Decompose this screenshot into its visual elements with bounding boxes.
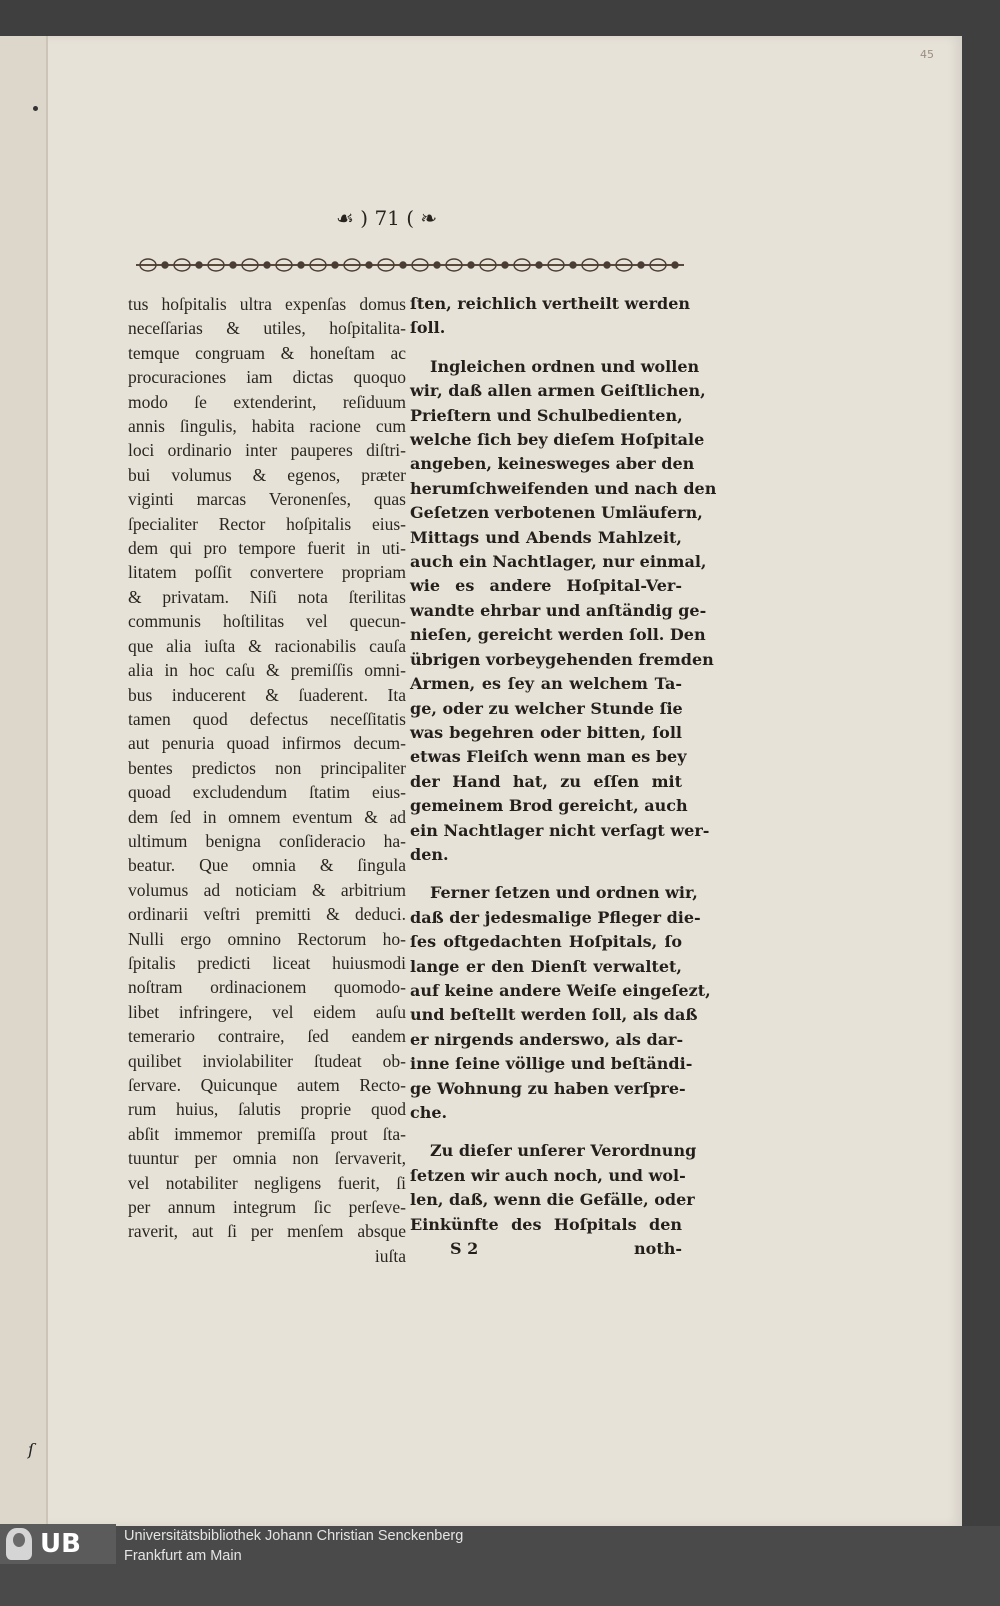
german-line: der Hand hat, zu eſſen mit — [410, 771, 682, 791]
german-line: herumſchweifenden und nach den — [410, 478, 717, 498]
paragraph-gap — [410, 1125, 682, 1139]
latin-line: quoad excludendum ſtatim eius- — [128, 782, 406, 803]
latin-line: ſpecialiter Rector hoſpitalis eius- — [128, 513, 406, 534]
latin-line: dem ſed in omnem eventum & ad — [128, 806, 406, 827]
german-line: gemeinem Brod gereicht, auch — [410, 796, 688, 816]
german-line: Zu dieſer unſerer Verordnung — [430, 1141, 697, 1161]
ink-spot — [33, 106, 38, 111]
german-line: ſetzen wir auch noch, und wol- — [410, 1165, 686, 1185]
portrait-icon — [6, 1528, 32, 1560]
latin-line: beatur. Que omnia & ſingula — [128, 855, 406, 876]
german-line: auf keine andere Weiſe eingeſezt, — [410, 980, 711, 1000]
german-line: daß der jedesmalige Pfleger die- — [410, 907, 701, 927]
ornament-dot — [332, 262, 338, 268]
german-line: nieſen, gereicht werden ſoll. Den — [410, 625, 706, 645]
german-line: Geſetzen verbotenen Umläufern, — [410, 503, 703, 523]
paragraph-gap — [410, 341, 682, 355]
latin-line: raverit, aut ſi per menſem absque — [128, 1221, 406, 1242]
signature-row — [410, 1237, 682, 1261]
ornament-dot — [196, 262, 202, 268]
german-line: auch ein Nachtlager, nur einmal, — [410, 552, 707, 572]
latin-line: ſpitalis predicti liceat huiusmodi — [128, 952, 406, 973]
ornament-dot — [264, 262, 270, 268]
german-line: Prieſtern und Schulbedienten, — [410, 405, 683, 425]
latin-line: communis hoſtilitas vel quecun- — [128, 611, 406, 632]
german-line: übrigen vorbeygehenden fremden — [410, 649, 714, 669]
german-line: wie es andere Hoſpital-Ver- — [410, 576, 682, 596]
ornament-dot — [162, 262, 168, 268]
latin-line: rum huius, ſalutis proprie quod — [128, 1099, 406, 1120]
german-paragraph-end: che. — [410, 1103, 448, 1122]
german-line: welche ſich bey dieſem Hoſpitale — [410, 430, 705, 450]
german-line: len, daß, wenn die Gefälle, oder — [410, 1190, 695, 1210]
logo-text: UB — [40, 1529, 81, 1559]
latin-line: modo ſe extenderint, reſiduum — [128, 391, 406, 412]
latin-line: aut penuria quoad infirmos decum- — [128, 733, 406, 754]
german-line: lange er den Dienſt verwaltet, — [410, 956, 682, 976]
german-column — [410, 292, 717, 1261]
latin-column — [128, 292, 406, 1268]
german-line: ein Nachtlager nicht verſagt wer- — [410, 820, 710, 840]
ornament-dot — [400, 262, 406, 268]
latin-line: vel notabiliter negligens fuerit, ſi — [128, 1172, 406, 1193]
latin-line: ſervare. Quicunque autem Recto- — [128, 1075, 406, 1095]
ornament-dot — [298, 262, 304, 268]
margin-note: 45 — [920, 48, 934, 61]
ornament-dot — [366, 262, 372, 268]
latin-line: abſit immemor premiſſa prout ſta- — [128, 1123, 406, 1144]
latin-line: temerario contraire, ſed eandem — [128, 1026, 406, 1047]
latin-line: quilibet inviolabiliter ſtudeat ob- — [128, 1050, 406, 1071]
latin-line: volumus ad noticiam & arbitrium — [128, 879, 406, 900]
german-line: ſten, reichlich vertheilt werden — [410, 294, 690, 313]
signature-mark: S 2 — [450, 1239, 479, 1259]
german-catchword: noth- — [634, 1239, 682, 1259]
latin-line: & privatam. Niſi nota ſterilitas — [128, 586, 406, 607]
latin-line: tuuntur per omnia non ſervaverit, — [128, 1148, 406, 1169]
library-name-line1: Universitätsbibliothek Johann Christian Senckenberg — [124, 1528, 464, 1544]
ornament-dot — [536, 262, 542, 268]
latin-line: per annum integrum ſic perſeve- — [128, 1197, 406, 1218]
ornament-dot — [434, 262, 440, 268]
latin-line: procuraciones iam dictas quoquo — [128, 367, 406, 388]
latin-line: neceſſarias & utiles, hoſpitalita- — [128, 318, 406, 339]
latin-line: tamen quod defectus neceſſitatis — [128, 708, 406, 729]
library-name[interactable] — [124, 1526, 463, 1566]
margin-mark: ſ — [28, 1440, 34, 1459]
german-line: wir, daß allen armen Geiſtlichen, — [410, 381, 706, 401]
latin-line: loci ordinario inter pauperes diſtri- — [128, 440, 406, 461]
ornament-dot — [638, 262, 644, 268]
library-logo[interactable] — [0, 1524, 116, 1564]
german-line: inne ſeine völlige und beſtändi- — [410, 1054, 693, 1074]
latin-line: dem qui pro tempore fuerit in uti- — [128, 538, 406, 559]
ornament-dot — [604, 262, 610, 268]
ornament-dot — [672, 262, 678, 268]
german-line: ge, oder zu welcher Stunde ſie — [410, 698, 683, 718]
latin-line: ordinarii veſtri premitti & deduci. — [128, 904, 406, 925]
latin-line: bus inducerent & ſuaderent. Ita — [128, 684, 406, 705]
german-line: Ferner ſetzen und ordnen wir, — [430, 883, 698, 903]
german-line: er nirgends anderswo, als dar- — [410, 1029, 684, 1049]
latin-line: libet infringere, vel eidem auſu — [128, 1001, 406, 1022]
latin-line: bui volumus & egenos, præter — [128, 464, 406, 485]
german-line: ſes oftgedachten Hoſpitals, ſo — [410, 932, 682, 952]
ornament-dot — [570, 262, 576, 268]
german-line: Einkünfte des Hoſpitals den — [410, 1214, 682, 1234]
latin-line: temque congruam & honeſtam ac — [128, 342, 406, 363]
german-line: und beſtellt werden ſoll, als daß — [410, 1005, 698, 1025]
latin-line: viginti marcas Veronenſes, quas — [128, 489, 406, 510]
ornament-dot — [468, 262, 474, 268]
latin-line: bentes predictos non principaliter — [128, 757, 406, 778]
page-gutter-edge — [0, 36, 48, 1526]
german-line: Ingleichen ordnen und wollen — [430, 356, 700, 376]
paragraph-gap — [410, 867, 682, 881]
german-line: Mittags und Abends Mahlzeit, — [410, 527, 682, 547]
latin-line: Nulli ergo omnino Rectorum ho- — [128, 928, 406, 949]
ornament-border — [132, 254, 688, 276]
latin-line: litatem poſſit convertere propriam — [128, 562, 406, 583]
latin-line: ultimum benigna conſideracio ha- — [128, 830, 406, 851]
german-line: angeben, keinesweges aber den — [410, 454, 695, 474]
latin-line: alia in hoc caſu & premiſſis omni- — [128, 660, 406, 681]
latin-line: noſtram ordinacionem quomodo- — [128, 977, 406, 998]
latin-line: annis ſingulis, habita racione cum — [128, 416, 406, 437]
library-name-line2: Frankfurt am Main — [124, 1548, 242, 1564]
german-line: etwas Fleiſch wenn man es bey — [410, 747, 687, 767]
page-header: ☙ ) 71 ( ❧ — [336, 206, 438, 230]
german-line: was begehren oder bitten, ſoll — [410, 722, 682, 742]
latin-line: que alia iuſta & racionabilis cauſa — [128, 635, 406, 656]
ornament-dot — [230, 262, 236, 268]
german-line: wandte ehrbar und anſtändig ge- — [410, 600, 707, 620]
german-paragraph-end: den. — [410, 844, 449, 864]
latin-line: tus hoſpitalis ultra expenſas domus — [128, 294, 406, 314]
german-line: Armen, es ſey an welchem Ta- — [410, 674, 682, 694]
german-line: ge Wohnung zu haben verſpre- — [410, 1078, 686, 1098]
latin-catchword: iuſta — [374, 1245, 406, 1266]
german-paragraph-end: ſoll. — [410, 318, 446, 338]
ornament-dot — [502, 262, 508, 268]
